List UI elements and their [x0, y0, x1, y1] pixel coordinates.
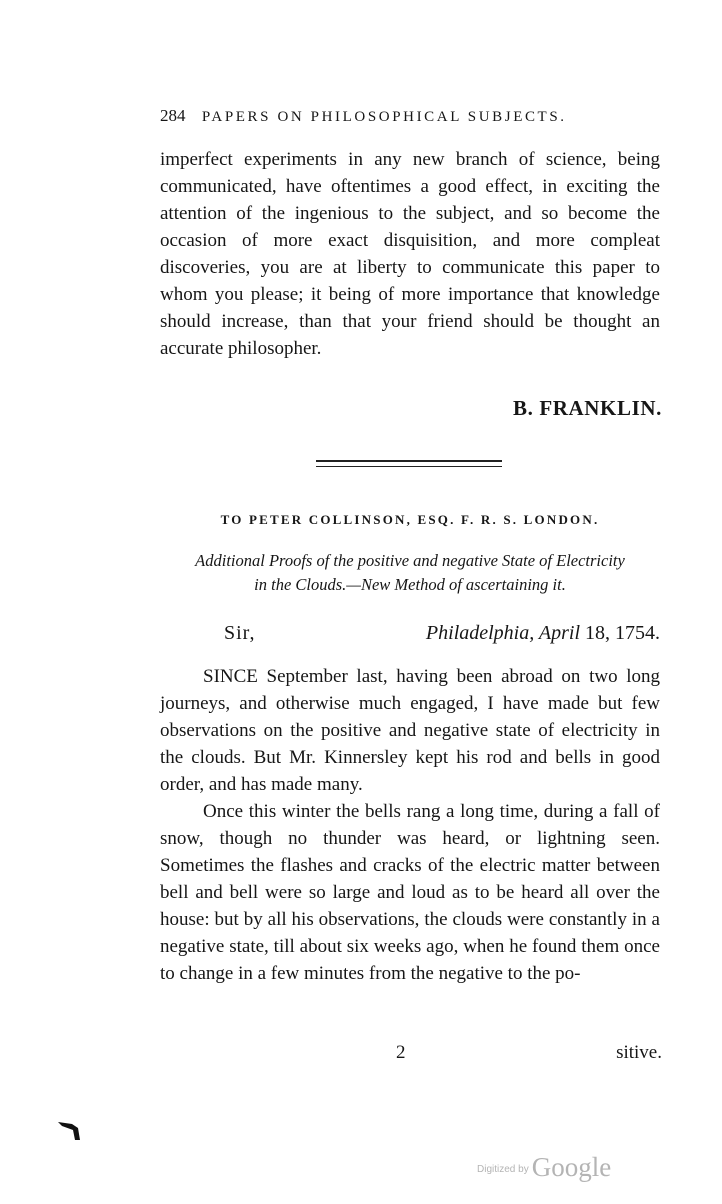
subtitle-line-2: in the Clouds.—New Method of ascertaining it.	[254, 575, 566, 594]
letter-address: TO PETER COLLINSON, ESQ. F. R. S. LONDON.	[220, 512, 600, 527]
catchword: sitive.	[616, 1042, 662, 1063]
date-rest: 18, 1754.	[585, 622, 660, 644]
paragraph-text: imperfect experiments in any new branch of science, being communicated, have oftentimes a good effect, in exciting the attention of the ingenious to the subject, and so become the occasion of more exact disquisition, and more compleat discoveries, you are at liberty to communicate this paper to whom you please; it being of more importance that knowledge should increase, than that your friend should be thought an accurate philosopher.	[160, 149, 660, 359]
paragraph-2: Once this winter the bells rang a long time, during a fall of snow, though no thunder was heard, or lightning seen. Sometimes the flashes and cracks of the electric matter between bell and bell were so large and loud as to be heard all over the house: but by all his observations, the clouds were constantly in a negative state, till about six weeks ago, when he found them once to change in a few minutes from the negative to the po-	[160, 801, 660, 984]
letter-subtitle	[160, 549, 660, 597]
running-title: PAPERS ON PHILOSOPHICAL SUBJECTS.	[201, 109, 567, 125]
watermark-small: Digitized by	[477, 1164, 529, 1175]
running-head	[160, 106, 660, 126]
salutation: Sir,	[224, 622, 256, 644]
signature-mark: 2	[396, 1042, 406, 1063]
section-divider	[316, 460, 502, 462]
ink-mark-icon	[58, 1120, 84, 1142]
page-number: 284	[160, 106, 186, 125]
continued-paragraph	[160, 146, 660, 362]
section-divider-thin	[316, 466, 502, 467]
signature: B. FRANKLIN.	[513, 396, 662, 420]
place-and-month: Philadelphia, April	[425, 622, 580, 644]
subtitle-line-1: Additional Proofs of the positive and negative State of Electricity	[195, 551, 625, 570]
watermark-logo: Google	[531, 1152, 612, 1182]
letter-body	[160, 663, 660, 987]
digitized-watermark	[477, 1152, 611, 1183]
dateline	[426, 622, 660, 645]
paragraph-1: SINCE September last, having been abroad on two long journeys, and otherwise much engaged, I have made but few observations on the positive and negative state of electricity in the clouds. But Mr. Kinnersley kept his rod and bells in good order, and has made many.	[160, 666, 660, 795]
